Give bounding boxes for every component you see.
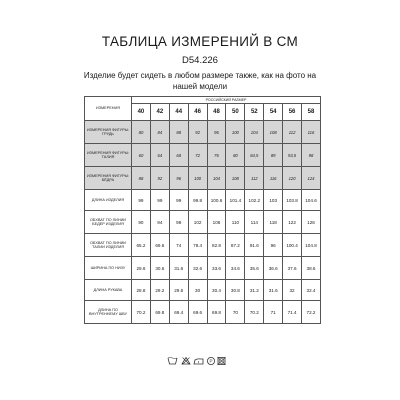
value-cell: 80 [226,144,245,167]
value-cell: 29.6 [169,280,188,301]
value-cell: 30 [188,280,207,301]
row-label: ШИРИНА ПО НИЗУ [85,257,132,280]
value-cell: 104 [245,121,264,144]
value-cell: 102.2 [245,190,264,211]
value-cell: 89 [264,144,283,167]
value-cell: 104.8 [302,234,321,257]
value-cell: 103 [264,190,283,211]
value-cell: 99 [132,190,151,211]
value-cell: 108 [226,167,245,190]
value-cell: 104 [207,167,226,190]
value-cell: 38.6 [302,257,321,280]
size-table [84,96,321,324]
value-cell: 82.8 [207,234,226,257]
size-cell: 50 [226,104,245,121]
value-cell: 32.6 [188,257,207,280]
value-cell: 31.6 [169,257,188,280]
page-title: ТАБЛИЦА ИЗМЕРЕНИЙ В СМ [101,34,299,49]
table-row [85,211,321,234]
value-cell: 69.8 [207,301,226,324]
value-cell: 60 [132,144,151,167]
value-cell: 99 [150,190,169,211]
value-cell: 88 [132,167,151,190]
value-cell: 112 [245,167,264,190]
size-cell: 48 [207,104,226,121]
value-cell: 124 [302,167,321,190]
value-cell: 84,5 [245,144,264,167]
value-cell: 96 [169,167,188,190]
value-cell: 84 [150,121,169,144]
value-cell: 78.4 [188,234,207,257]
value-cell: 34.6 [226,257,245,280]
value-cell: 98 [169,211,188,234]
value-cell: 30.8 [226,280,245,301]
table-row [85,190,321,211]
value-cell: 118 [264,211,283,234]
value-cell: 31.2 [245,280,264,301]
row-label: ОБХВАТ ПО ЛИНИИ ТАЛИИ ИЗДЕЛИЯ [85,234,132,257]
value-cell: 126 [302,211,321,234]
value-cell: 122 [283,211,302,234]
value-cell: 69.4 [169,301,188,324]
value-cell: 71 [264,301,283,324]
table-header-row [85,97,321,104]
table-row [85,280,321,301]
value-cell: 120 [283,167,302,190]
no-bleach-icon [182,358,190,365]
table-row [85,121,321,144]
iron-low-icon [194,359,203,364]
value-cell: 104.6 [302,190,321,211]
size-cell: 44 [169,104,188,121]
table-row [85,301,321,324]
value-cell: 37.6 [283,257,302,280]
value-cell: 72 [188,144,207,167]
fit-note: Изделие будет сидеть в любом размере также, как на фото на нашей модели [83,71,317,91]
value-cell: 103.8 [283,190,302,211]
value-cell: 74 [169,234,188,257]
table-row [85,144,321,167]
value-cell: 64 [150,144,169,167]
value-cell: 36.6 [264,257,283,280]
value-cell: 71.4 [283,301,302,324]
value-cell: 29.2 [150,280,169,301]
value-cell: 93,5 [283,144,302,167]
value-cell: 69.8 [150,301,169,324]
value-cell: 65.2 [132,234,151,257]
value-cell: 32.4 [302,280,321,301]
value-cell: 114 [245,211,264,234]
value-cell: 92 [150,167,169,190]
value-cell: 28.8 [132,280,151,301]
russian-size-header: РОССИЙСКИЙ РАЗМЕР [132,97,321,104]
value-cell: 30.6 [150,257,169,280]
row-label: ИЗМЕРЕНИЯ ФИГУРЫ: БЁДРА [85,167,132,190]
value-cell: 116 [302,121,321,144]
product-code: D54.226 [182,55,218,66]
table-row [85,257,321,280]
value-cell: 99.8 [188,190,207,211]
no-tumble-dry-icon [218,357,226,365]
value-cell: 87.2 [226,234,245,257]
value-cell: 69.6 [150,234,169,257]
size-cell: 56 [283,104,302,121]
size-cell: 40 [132,104,151,121]
row-label: ИЗМЕРЕНИЯ ФИГУРЫ: ГРУДЬ [85,121,132,144]
value-cell: 69.6 [188,301,207,324]
value-cell: 101.4 [226,190,245,211]
row-label: ОБХВАТ ПО ЛИНИИ БЕДЕР ИЗДЕЛИЯ [85,211,132,234]
value-cell: 98 [302,144,321,167]
value-cell: 35.6 [245,257,264,280]
value-cell: 96 [207,121,226,144]
table-row [85,234,321,257]
dry-clean-icon [207,357,214,364]
value-cell: 100.4 [283,234,302,257]
value-cell: 116 [264,167,283,190]
value-cell: 106 [207,211,226,234]
size-cell: 58 [302,104,321,121]
value-cell: 76 [207,144,226,167]
row-label: ИЗМЕРЕНИЯ ФИГУРЫ: ТАЛИЯ [85,144,132,167]
value-cell: 100 [188,167,207,190]
value-cell: 94 [150,211,169,234]
value-cell: 32 [283,280,302,301]
size-cell: 54 [264,104,283,121]
value-cell: 80 [132,121,151,144]
row-label: ДЛИНА РУКАВА [85,280,132,301]
value-cell: 102 [188,211,207,234]
value-cell: 99 [169,190,188,211]
value-cell: 90 [132,211,151,234]
value-cell: 30.4 [207,280,226,301]
measurements-header: ИЗМЕРЕНИЯ [85,97,132,121]
value-cell: 96 [264,234,283,257]
value-cell: 100 [226,121,245,144]
size-cell: 46 [188,104,207,121]
value-cell: 72.2 [302,301,321,324]
size-cell: 42 [150,104,169,121]
row-label: ДЛИНА ПО ВНУТРЕННЕМУ ШВУ [85,301,132,324]
row-label: ДЛИНА ИЗДЕЛИЯ [85,190,132,211]
value-cell: 33.6 [207,257,226,280]
value-cell: 68 [169,144,188,167]
value-cell: 31.6 [264,280,283,301]
value-cell: 112 [283,121,302,144]
value-cell: 110 [226,211,245,234]
value-cell: 70 [226,301,245,324]
value-cell: 70.2 [245,301,264,324]
value-cell: 88 [169,121,188,144]
value-cell: 92 [188,121,207,144]
table-row [85,167,321,190]
value-cell: 29.6 [132,257,151,280]
value-cell: 70.2 [132,301,151,324]
value-cell: 108 [264,121,283,144]
wash-30-icon [168,358,177,365]
value-cell: 100.6 [207,190,226,211]
care-icons [165,355,235,367]
size-cell: 52 [245,104,264,121]
value-cell: 91.6 [245,234,264,257]
svg-text:P: P [209,358,213,364]
